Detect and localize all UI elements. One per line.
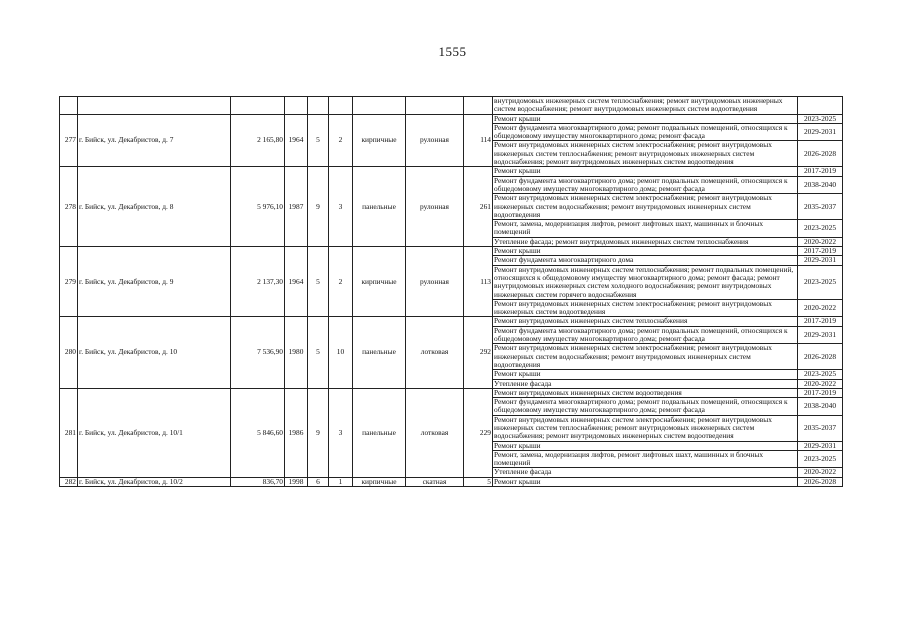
- empty-cell: [60, 97, 78, 115]
- period-cell: 2029-2031: [798, 123, 843, 141]
- residents-cell: 113: [464, 247, 493, 317]
- work-cell: Ремонт внутридомовых инженерных систем водоотведения: [493, 388, 798, 397]
- period-cell: 2023-2025: [798, 265, 843, 299]
- period-cell: 2017-2019: [798, 247, 843, 256]
- roof-type-cell: рулонная: [406, 247, 464, 317]
- residents-cell: 5: [464, 477, 493, 486]
- work-cell: Ремонт внутридомовых инженерных систем электроснабжения; ремонт внутридомовых инженерных систем водоснабжения; ремонт внутридомовых инженерных систем водоотведения: [493, 344, 798, 370]
- period-cell: 2038-2040: [798, 398, 843, 416]
- roof-type-cell: рулонная: [406, 114, 464, 167]
- period-cell: 2020-2022: [798, 379, 843, 388]
- work-cell: Ремонт внутридомовых инженерных систем электроснабжения; ремонт внутридомовых инженерных систем теплоснабжения; ремонт внутридомовых инженерных систем водоснабжения; ремонт внутридомовых инженерных систем водоотведения: [493, 141, 798, 167]
- work-cell: Ремонт, замена, модернизация лифтов, ремонт лифтовых шахт, машинных и блочных помещений: [493, 220, 798, 238]
- area-cell: 2 137,30: [231, 247, 285, 317]
- building-number-cell: 282: [60, 477, 78, 486]
- work-cell: Утепление фасада: [493, 468, 798, 477]
- page-number: 1555: [438, 44, 467, 59]
- work-cell: Ремонт внутридомовых инженерных систем теплоснабжения; ремонт подвальных помещений, относящихся к общедомовому имуществу многоквартирного дома; ремонт фасада; ремонт внутридомовых инженерных систем холодного водоснабжения; ремонт внутридомовых инженерных систем горячего водоснабжения: [493, 265, 798, 299]
- period-cell: 2023-2025: [798, 114, 843, 123]
- empty-cell: [285, 97, 308, 115]
- residents-cell: 292: [464, 317, 493, 388]
- period-cell: 2020-2022: [798, 237, 843, 246]
- entrances-cell: 1: [329, 477, 353, 486]
- work-cell: Ремонт крыши: [493, 167, 798, 176]
- period-cell: 2029-2031: [798, 441, 843, 450]
- empty-cell: [231, 97, 285, 115]
- capital-repair-table: [59, 96, 843, 487]
- entrances-cell: 2: [329, 247, 353, 317]
- work-cell: Утепление фасада; ремонт внутридомовых инженерных систем теплоснабжения: [493, 237, 798, 246]
- floors-cell: 5: [308, 247, 329, 317]
- period-cell: 2023-2025: [798, 370, 843, 379]
- empty-cell: [329, 97, 353, 115]
- table-row: [60, 114, 843, 123]
- table-row-continuation: [60, 97, 843, 115]
- work-cell: внутридомовых инженерных систем теплоснабжения; ремонт внутридомовых инженерных систем водоснабжения; ремонт внутридомовых инженерных систем водоотведения: [493, 97, 798, 115]
- year-cell: 1964: [285, 114, 308, 167]
- building-number-cell: 277: [60, 114, 78, 167]
- table-row: [60, 477, 843, 486]
- period-cell: [798, 97, 843, 115]
- table-row: [60, 247, 843, 256]
- address-cell: г. Бийск, ул. Декабристов, д. 8: [78, 167, 231, 247]
- roof-type-cell: лотковая: [406, 317, 464, 388]
- year-cell: 1998: [285, 477, 308, 486]
- period-cell: 2023-2025: [798, 220, 843, 238]
- period-cell: 2029-2031: [798, 326, 843, 344]
- work-cell: Ремонт фундамента многоквартирного дома; ремонт подвальных помещений, относящихся к общедомовому имуществу многоквартирного дома; ремонт фасада: [493, 326, 798, 344]
- address-cell: г. Бийск, ул. Декабристов, д. 7: [78, 114, 231, 167]
- wall-material-cell: панельные: [353, 317, 406, 388]
- table-row: [60, 317, 843, 326]
- floors-cell: 9: [308, 167, 329, 247]
- work-cell: Ремонт крыши: [493, 247, 798, 256]
- empty-cell: [464, 97, 493, 115]
- work-cell: Ремонт крыши: [493, 114, 798, 123]
- residents-cell: 229: [464, 388, 493, 477]
- work-cell: Ремонт внутридомовых инженерных систем электроснабжения; ремонт внутридомовых инженерных систем водоснабжения; ремонт внутридомовых инженерных систем водоотведения: [493, 194, 798, 220]
- year-cell: 1986: [285, 388, 308, 477]
- work-cell: Ремонт фундамента многоквартирного дома; ремонт подвальных помещений, относящихся к общедомовому имуществу многоквартирного дома; ремонт фасада: [493, 398, 798, 416]
- period-cell: 2026-2028: [798, 141, 843, 167]
- residents-cell: 114: [464, 114, 493, 167]
- area-cell: 2 165,80: [231, 114, 285, 167]
- work-cell: Ремонт крыши: [493, 441, 798, 450]
- roof-type-cell: скатная: [406, 477, 464, 486]
- work-cell: Ремонт фундамента многоквартирного дома; ремонт подвальных помещений, относящихся к общедомовому имуществу многоквартирного дома; ремонт фасада: [493, 123, 798, 141]
- table-row: [60, 167, 843, 176]
- empty-cell: [353, 97, 406, 115]
- period-cell: 2035-2037: [798, 194, 843, 220]
- empty-cell: [78, 97, 231, 115]
- work-cell: Утепление фасада: [493, 379, 798, 388]
- wall-material-cell: кирпичные: [353, 114, 406, 167]
- residents-cell: 261: [464, 167, 493, 247]
- period-cell: 2020-2022: [798, 468, 843, 477]
- building-number-cell: 281: [60, 388, 78, 477]
- floors-cell: 9: [308, 388, 329, 477]
- address-cell: г. Бийск, ул. Декабристов, д. 10/1: [78, 388, 231, 477]
- work-cell: Ремонт фундамента многоквартирного дома; ремонт подвальных помещений, относящихся к общедомовому имуществу многоквартирного дома; ремонт фасада: [493, 176, 798, 194]
- wall-material-cell: панельные: [353, 388, 406, 477]
- period-cell: 2020-2022: [798, 299, 843, 317]
- building-number-cell: 279: [60, 247, 78, 317]
- address-cell: г. Бийск, ул. Декабристов, д. 9: [78, 247, 231, 317]
- work-cell: Ремонт крыши: [493, 370, 798, 379]
- period-cell: 2017-2019: [798, 388, 843, 397]
- year-cell: 1980: [285, 317, 308, 388]
- work-cell: Ремонт внутридомовых инженерных систем теплоснабжения: [493, 317, 798, 326]
- empty-cell: [308, 97, 329, 115]
- empty-cell: [406, 97, 464, 115]
- floors-cell: 5: [308, 317, 329, 388]
- address-cell: г. Бийск, ул. Декабристов, д. 10: [78, 317, 231, 388]
- year-cell: 1964: [285, 247, 308, 317]
- wall-material-cell: панельные: [353, 167, 406, 247]
- period-cell: 2026-2028: [798, 344, 843, 370]
- work-cell: Ремонт фундамента многоквартирного дома: [493, 256, 798, 265]
- work-cell: Ремонт крыши: [493, 477, 798, 486]
- roof-type-cell: лотковая: [406, 388, 464, 477]
- period-cell: 2038-2040: [798, 176, 843, 194]
- wall-material-cell: кирпичные: [353, 247, 406, 317]
- area-cell: 5 976,10: [231, 167, 285, 247]
- roof-type-cell: рулонная: [406, 167, 464, 247]
- entrances-cell: 2: [329, 114, 353, 167]
- entrances-cell: 10: [329, 317, 353, 388]
- area-cell: 7 536,90: [231, 317, 285, 388]
- entrances-cell: 3: [329, 388, 353, 477]
- work-cell: Ремонт внутридомовых инженерных систем электроснабжения; ремонт внутридомовых инженерных систем водоотведения: [493, 299, 798, 317]
- building-number-cell: 280: [60, 317, 78, 388]
- building-number-cell: 278: [60, 167, 78, 247]
- table-row: [60, 388, 843, 397]
- floors-cell: 5: [308, 114, 329, 167]
- area-cell: 836,70: [231, 477, 285, 486]
- work-cell: Ремонт, замена, модернизация лифтов, ремонт лифтовых шахт, машинных и блочных помещений: [493, 450, 798, 468]
- year-cell: 1987: [285, 167, 308, 247]
- period-cell: 2017-2019: [798, 167, 843, 176]
- period-cell: 2035-2037: [798, 415, 843, 441]
- period-cell: 2029-2031: [798, 256, 843, 265]
- entrances-cell: 3: [329, 167, 353, 247]
- period-cell: 2023-2025: [798, 450, 843, 468]
- period-cell: 2017-2019: [798, 317, 843, 326]
- address-cell: г. Бийск, ул. Декабристов, д. 10/2: [78, 477, 231, 486]
- wall-material-cell: кирпичные: [353, 477, 406, 486]
- table-body: [60, 97, 843, 487]
- work-cell: Ремонт внутридомовых инженерных систем электроснабжения; ремонт внутридомовых инженерных систем теплоснабжения; ремонт внутридомовых инженерных систем водоснабжения; ремонт внутридомовых инженерных систем водоотведения: [493, 415, 798, 441]
- floors-cell: 6: [308, 477, 329, 486]
- period-cell: 2026-2028: [798, 477, 843, 486]
- area-cell: 5 846,60: [231, 388, 285, 477]
